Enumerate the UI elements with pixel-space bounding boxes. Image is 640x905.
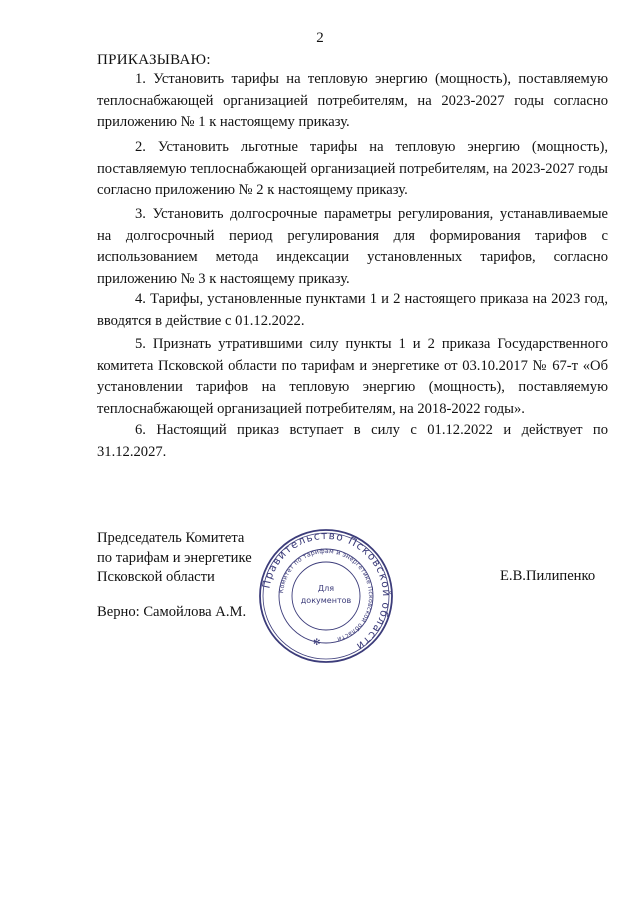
signer-name: Е.В.Пилипенко: [500, 568, 596, 584]
star-icon: ✻: [313, 638, 321, 648]
page-number: 2: [316, 30, 324, 46]
certified-copy-note: Верно: Самойлова А.М.: [97, 604, 247, 620]
stamp-center-line: Для: [317, 584, 335, 593]
stamp-outer-text: Правительство Псковской области: [260, 529, 393, 653]
signer-position-line: по тарифам и энергетике: [97, 549, 252, 566]
signer-position-line: Псковской области: [97, 569, 215, 585]
stamp-center-line: документов: [300, 596, 352, 605]
order-clause-2: 2. Установить льготные тарифы на тепловую энергию (мощность), поставляемую теплоснабжающей организацией потребителям, на 2023-2027 годы согласно приложению № 2 к настоящему приказу.: [97, 139, 608, 199]
official-seal-stamp: [257, 527, 395, 665]
order-clause-6: 6. Настоящий приказ вступает в силу с 01.12.2022 и действует по 31.12.2027.: [97, 422, 608, 460]
order-clause-3: 3. Установить долгосрочные параметры регулирования, устанавливаемые на долгосрочный период регулирования для формирования тарифов с использованием метода индексации установленных тарифов, согласно приложению № 3 к настоящему приказу.: [97, 206, 608, 287]
signer-position-line: Председатель Комитета: [97, 530, 245, 546]
order-clause-1: 1. Установить тарифы на тепловую энергию (мощность), поставляемую теплоснабжающей организацией потребителям, на 2023-2027 годы согласно приложению № 1 к настоящему приказу.: [97, 71, 608, 131]
order-clause-4: 4. Тарифы, установленные пунктами 1 и 2 настоящего приказа на 2023 год, вводятся в действие с 01.12.2022.: [97, 291, 608, 329]
order-clause-5: 5. Признать утратившими силу пункты 1 и 2 приказа Государственного комитета Псковской области по тарифам и энергетике от 03.10.2017 № 67-т «Об установлении тарифов на тепловую энергию (мощность), поставляемую теплоснабжающей организацией потребителям, на 2018-2022 годы».: [97, 336, 608, 417]
signer-position: [97, 529, 252, 588]
stamp-inner-text: Комитет по тарифам и энергетике Псковской области: [278, 547, 375, 643]
order-heading: ПРИКАЗЫВАЮ:: [97, 52, 211, 68]
